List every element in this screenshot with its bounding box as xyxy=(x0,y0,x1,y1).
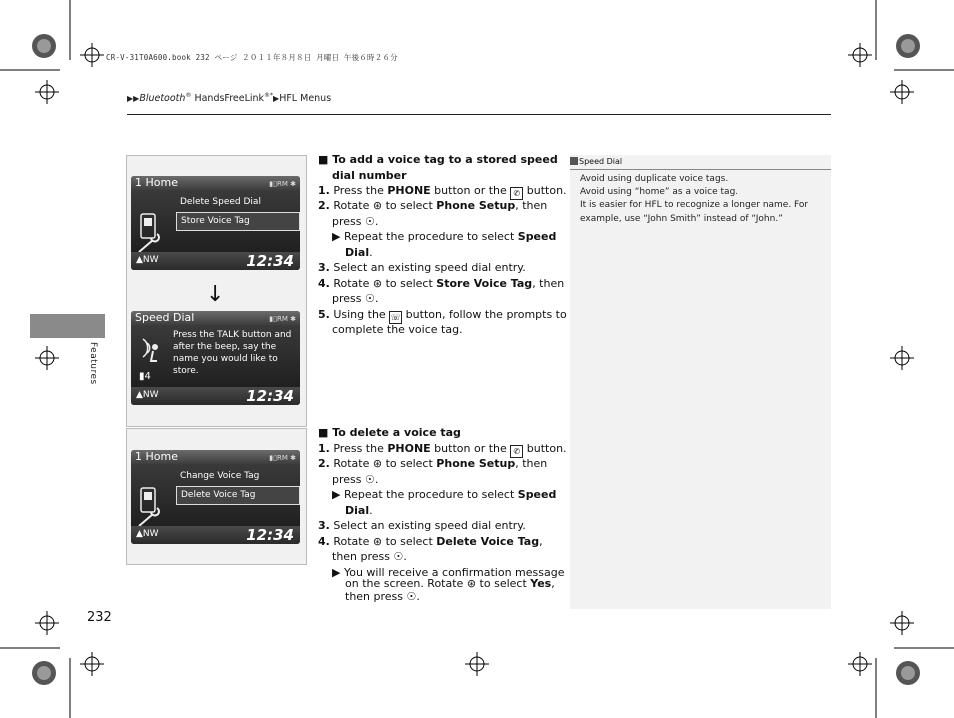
dial-icon: ⊛ xyxy=(372,199,383,212)
dial-icon: ⊛ xyxy=(466,577,477,590)
breadcrumb-hfl: HandsFreeLink xyxy=(191,93,265,105)
press-icon: ☉ xyxy=(365,215,375,228)
screen-speed-dial-prompt xyxy=(131,311,300,405)
breadcrumb-reg: ® xyxy=(185,92,192,99)
breadcrumb-arrow-icon: ▶ xyxy=(273,94,280,104)
step-1: 1. Press the PHONE button or the ✆ button. xyxy=(318,442,567,456)
screen-title: 1 Home xyxy=(135,450,178,463)
header-rule xyxy=(127,114,831,115)
note-title: Speed Dial xyxy=(579,157,623,166)
compass-readout: ▲NW xyxy=(136,390,159,400)
clock: 12:34 xyxy=(246,526,294,544)
breadcrumb-star: * xyxy=(270,92,274,99)
step-2-sub: ▶ Repeat the procedure to select Speed xyxy=(332,230,557,243)
step-2: 2. Rotate ⊛ to select Phone Setup, then xyxy=(318,199,548,212)
breadcrumb-arrow-icon: ▶▶ xyxy=(127,94,140,104)
status-icons: ▮▯RM ✱ xyxy=(269,180,296,188)
print-header: CR-V-31T0A600.book 232 ページ ２０１１年８月８日 月曜日 午後６時２６分 xyxy=(106,53,398,62)
note-line: Avoid using “home” as a voice tag. xyxy=(580,187,739,198)
prompt-text: Press the TALK button and after the beep, say the name you would like to store. xyxy=(173,330,292,376)
screen-title-bar xyxy=(131,450,300,464)
step-2: 2. Rotate ⊛ to select Phone Setup, then xyxy=(318,457,548,470)
breadcrumb-menus: HFL Menus xyxy=(279,93,332,105)
step-4: 4. Rotate ⊛ to select Store Voice Tag, then xyxy=(318,277,565,290)
menu-item-store-voice-tag[interactable]: Store Voice Tag xyxy=(176,212,300,231)
screen-title: 1 Home xyxy=(135,176,178,189)
square-bullet-icon: ■ xyxy=(318,153,329,166)
step-3: 3. Select an existing speed dial entry. xyxy=(318,519,526,532)
step-2-sub-cont: Dial. xyxy=(345,504,373,517)
step-4-sub-cont2: then press ☉. xyxy=(345,590,420,603)
down-arrow-icon: ↓ xyxy=(206,282,225,307)
screen-body xyxy=(131,190,300,252)
side-tab xyxy=(30,314,105,338)
clock: 12:34 xyxy=(246,387,294,405)
screen-home-delete xyxy=(131,450,300,544)
phone-button-icon: ✆ xyxy=(510,187,523,200)
note-box xyxy=(570,155,831,609)
screen-title: Speed Dial xyxy=(135,311,195,324)
phone-button-icon: ✆ xyxy=(510,445,523,458)
entry-count: ▮4 xyxy=(139,371,151,382)
step-4-cont: press ☉. xyxy=(332,292,379,305)
dial-icon: ⊛ xyxy=(372,277,383,290)
breadcrumb-reg2: ® xyxy=(264,92,271,99)
step-2-sub: ▶ Repeat the procedure to select Speed xyxy=(332,488,557,501)
step-4-sub-cont: on the screen. Rotate ⊛ to select Yes, xyxy=(345,577,555,590)
step-2-sub-cont: Dial. xyxy=(345,246,373,259)
heading-line2: dial number xyxy=(332,169,407,182)
step-4: 4. Rotate ⊛ to select Delete Voice Tag, xyxy=(318,535,543,548)
phone-wrench-icon xyxy=(137,486,167,530)
note-line: example, use “John Smith” instead of “John.” xyxy=(580,213,783,224)
screen-body xyxy=(131,464,300,526)
page-number: 232 xyxy=(87,610,112,625)
section-delete-voice-tag xyxy=(318,425,567,610)
clock: 12:34 xyxy=(246,252,294,270)
note-line: Avoid using duplicate voice tags. xyxy=(580,174,729,184)
press-icon: ☉ xyxy=(365,292,375,305)
screen-title-bar xyxy=(131,311,300,325)
screen-footer xyxy=(131,252,300,270)
press-icon: ☉ xyxy=(406,590,417,603)
menu-item-delete-voice-tag[interactable]: Delete Voice Tag xyxy=(176,486,300,505)
step-4-cont: then press ☉. xyxy=(332,550,407,563)
compass-readout: ▲NW xyxy=(136,255,159,265)
status-icons: ▮▯RM ✱ xyxy=(269,315,296,323)
breadcrumb-bluetooth: Bluetooth xyxy=(139,93,186,105)
note-body xyxy=(580,173,825,226)
section-add-voice-tag xyxy=(318,152,567,352)
status-icons: ▮▯RM ✱ xyxy=(269,454,296,462)
step-2-cont: press ☉. xyxy=(332,215,379,228)
section-heading xyxy=(318,425,461,441)
heading-line1: To add a voice tag to a stored speed xyxy=(332,153,558,166)
press-icon: ☉ xyxy=(365,473,375,486)
step-5: 5. Using the ☏ button, follow the prompts to xyxy=(318,308,567,322)
step-2-cont: press ☉. xyxy=(332,473,379,486)
menu-item-delete-speed-dial[interactable]: Delete Speed Dial xyxy=(180,197,261,207)
dial-icon: ⊛ xyxy=(372,457,383,470)
square-bullet-icon: ■ xyxy=(318,426,329,439)
press-icon: ☉ xyxy=(393,550,404,563)
menu-item-change-voice-tag[interactable]: Change Voice Tag xyxy=(180,471,260,481)
sub-arrow-icon: ▶ xyxy=(332,566,341,579)
heading-text: To delete a voice tag xyxy=(332,426,461,439)
step-1: 1. Press the PHONE button or the ✆ button. xyxy=(318,184,567,198)
phone-wrench-icon xyxy=(137,212,167,256)
step-5-cont: complete the voice tag. xyxy=(332,323,463,336)
note-title-bar xyxy=(570,155,831,170)
note-link-icon xyxy=(570,157,578,165)
screen-body xyxy=(131,325,300,387)
compass-readout: ▲NW xyxy=(136,529,159,539)
step-4-sub: ▶ You will receive a confirmation message xyxy=(332,566,565,579)
side-tab-label: Features xyxy=(88,342,98,385)
breadcrumb xyxy=(127,92,331,104)
dial-icon: ⊛ xyxy=(372,535,383,548)
screen-footer xyxy=(131,526,300,544)
screen-home-store xyxy=(131,176,300,270)
step-3: 3. Select an existing speed dial entry. xyxy=(318,261,526,274)
screen-title-bar xyxy=(131,176,300,190)
sub-arrow-icon: ▶ xyxy=(332,230,341,243)
note-line: It is easier for HFL to recognize a longer name. For xyxy=(580,200,809,211)
talk-button-icon: ☏ xyxy=(390,313,401,322)
sub-arrow-icon: ▶ xyxy=(332,488,341,501)
screen-footer xyxy=(131,387,300,405)
section-heading xyxy=(318,152,558,168)
